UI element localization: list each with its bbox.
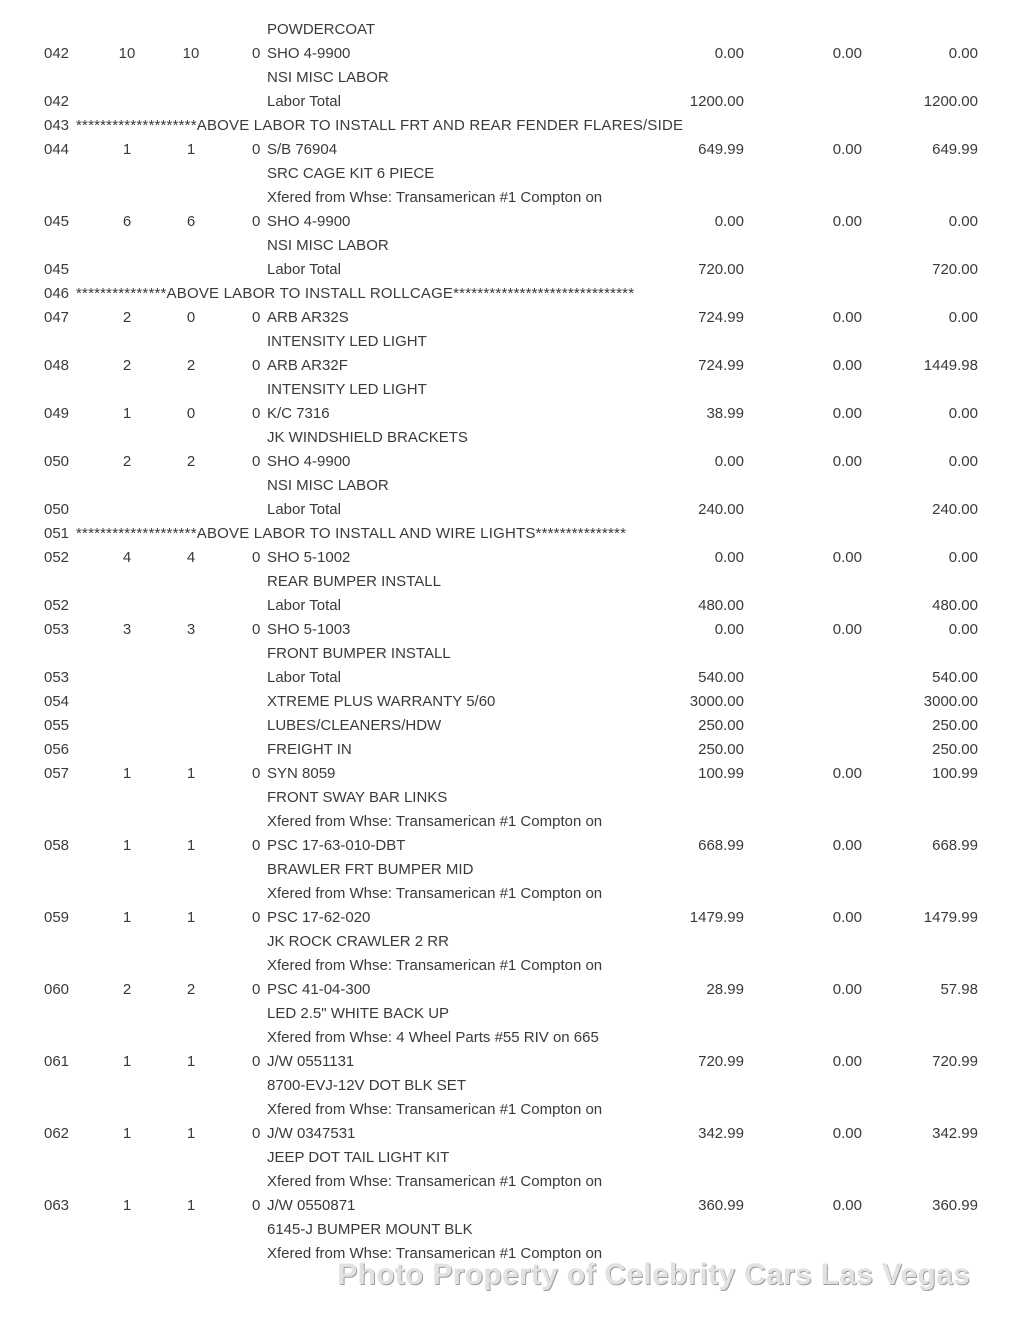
item-description: Xfered from Whse: Transamerican #1 Compton on xyxy=(267,885,603,902)
description-row xyxy=(0,954,1024,978)
item-description: JK ROCK CRAWLER 2 RR xyxy=(267,933,449,950)
line-number: 056 xyxy=(44,741,70,758)
total-row xyxy=(0,714,1024,738)
line-item-row xyxy=(0,210,1024,234)
qty-shipped: 2 xyxy=(186,357,196,374)
line-item-row xyxy=(0,906,1024,930)
line-item-row xyxy=(0,42,1024,66)
qty-shipped: 0 xyxy=(186,405,196,422)
part-number: ARB AR32F xyxy=(267,357,348,374)
qty-ordered: 1 xyxy=(122,765,132,782)
qty-backordered: 0 xyxy=(252,837,261,854)
description-row xyxy=(0,234,1024,258)
item-description: POWDERCOAT xyxy=(267,21,376,38)
extended-amount: 360.99 xyxy=(932,1197,978,1214)
qty-shipped: 1 xyxy=(186,909,196,926)
discount: 0.00 xyxy=(832,141,862,158)
qty-backordered: 0 xyxy=(252,549,261,566)
extended-amount: 720.00 xyxy=(932,261,978,278)
line-number: 045 xyxy=(44,213,70,230)
line-number: 055 xyxy=(44,717,70,734)
total-row xyxy=(0,90,1024,114)
qty-shipped: 2 xyxy=(186,981,196,998)
labor-note: ***************ABOVE LABOR TO INSTALL ROLLCAGE****************************** xyxy=(76,285,635,302)
qty-backordered: 0 xyxy=(252,213,261,230)
description-row xyxy=(0,1002,1024,1026)
description-row xyxy=(0,786,1024,810)
part-number: SHO 4-9900 xyxy=(267,213,351,230)
item-description: INTENSITY LED LIGHT xyxy=(267,333,427,350)
qty-ordered: 2 xyxy=(122,309,132,326)
qty-ordered: 1 xyxy=(122,141,132,158)
extended-amount: 0.00 xyxy=(948,309,978,326)
unit-price: 360.99 xyxy=(698,1197,744,1214)
line-item-row xyxy=(0,762,1024,786)
unit-price: 100.99 xyxy=(698,765,744,782)
qty-ordered: 1 xyxy=(122,1053,132,1070)
extended-amount: 720.99 xyxy=(932,1053,978,1070)
extended-amount: 649.99 xyxy=(932,141,978,158)
labor-note: ********************ABOVE LABOR TO INSTALL AND WIRE LIGHTS*************** xyxy=(76,525,627,542)
unit-price: 720.99 xyxy=(698,1053,744,1070)
qty-backordered: 0 xyxy=(252,1125,261,1142)
qty-backordered: 0 xyxy=(252,1053,261,1070)
discount: 0.00 xyxy=(832,309,862,326)
extended-amount: 250.00 xyxy=(932,741,978,758)
unit-price: 0.00 xyxy=(714,621,744,638)
qty-ordered: 10 xyxy=(118,45,136,62)
item-description: Xfered from Whse: Transamerican #1 Compton on xyxy=(267,1101,603,1118)
note-row xyxy=(0,522,1024,546)
line-item-row xyxy=(0,834,1024,858)
extended-amount: 1449.98 xyxy=(923,357,978,374)
unit-price: 250.00 xyxy=(698,741,744,758)
line-number: 042 xyxy=(44,45,70,62)
extended-amount: 342.99 xyxy=(932,1125,978,1142)
discount: 0.00 xyxy=(832,453,862,470)
extended-amount: 1479.99 xyxy=(923,909,978,926)
qty-ordered: 2 xyxy=(122,981,132,998)
item-description: Labor Total xyxy=(267,597,341,614)
item-description: INTENSITY LED LIGHT xyxy=(267,381,427,398)
item-description: FRONT SWAY BAR LINKS xyxy=(267,789,448,806)
description-row xyxy=(0,810,1024,834)
line-number: 047 xyxy=(44,309,70,326)
qty-shipped: 1 xyxy=(186,765,196,782)
description-row xyxy=(0,474,1024,498)
total-row xyxy=(0,498,1024,522)
line-item-row xyxy=(0,1050,1024,1074)
unit-price: 3000.00 xyxy=(689,693,744,710)
line-number: 062 xyxy=(44,1125,70,1142)
qty-ordered: 2 xyxy=(122,357,132,374)
line-item-row xyxy=(0,546,1024,570)
description-row xyxy=(0,186,1024,210)
item-description: Labor Total xyxy=(267,501,341,518)
description-row xyxy=(0,378,1024,402)
extended-amount: 480.00 xyxy=(932,597,978,614)
item-description: Xfered from Whse: Transamerican #1 Compton on xyxy=(267,1173,603,1190)
unit-price: 1200.00 xyxy=(689,93,744,110)
line-item-row xyxy=(0,1122,1024,1146)
watermark: Photo Property of Celebrity Cars Las Vegas xyxy=(337,1258,970,1291)
line-item-row xyxy=(0,354,1024,378)
description-row xyxy=(0,162,1024,186)
extended-amount: 0.00 xyxy=(948,213,978,230)
part-number: J/W 0550871 xyxy=(267,1197,356,1214)
line-number: 050 xyxy=(44,453,70,470)
note-row xyxy=(0,114,1024,138)
line-item-row xyxy=(0,978,1024,1002)
unit-price: 342.99 xyxy=(698,1125,744,1142)
item-description: Xfered from Whse: Transamerican #1 Compton on xyxy=(267,813,603,830)
item-description: LUBES/CLEANERS/HDW xyxy=(267,717,442,734)
line-number: 049 xyxy=(44,405,70,422)
total-row xyxy=(0,666,1024,690)
description-row xyxy=(0,642,1024,666)
extended-amount: 0.00 xyxy=(948,405,978,422)
discount: 0.00 xyxy=(832,45,862,62)
line-number: 053 xyxy=(44,669,70,686)
line-number: 061 xyxy=(44,1053,70,1070)
unit-price: 540.00 xyxy=(698,669,744,686)
qty-backordered: 0 xyxy=(252,981,261,998)
unit-price: 38.99 xyxy=(706,405,744,422)
item-description: Labor Total xyxy=(267,669,341,686)
line-number: 051 xyxy=(44,525,70,542)
line-number: 054 xyxy=(44,693,70,710)
unit-price: 480.00 xyxy=(698,597,744,614)
qty-backordered: 0 xyxy=(252,405,261,422)
item-description: REAR BUMPER INSTALL xyxy=(267,573,441,590)
extended-amount: 540.00 xyxy=(932,669,978,686)
qty-shipped: 3 xyxy=(186,621,196,638)
qty-shipped: 1 xyxy=(186,141,196,158)
total-row xyxy=(0,258,1024,282)
item-description: JK WINDSHIELD BRACKETS xyxy=(267,429,468,446)
unit-price: 0.00 xyxy=(714,213,744,230)
part-number: ARB AR32S xyxy=(267,309,349,326)
line-number: 053 xyxy=(44,621,70,638)
qty-ordered: 1 xyxy=(122,405,132,422)
qty-backordered: 0 xyxy=(252,1197,261,1214)
description-row xyxy=(0,1170,1024,1194)
unit-price: 720.00 xyxy=(698,261,744,278)
line-item-row xyxy=(0,618,1024,642)
line-number: 058 xyxy=(44,837,70,854)
total-row xyxy=(0,738,1024,762)
description-row xyxy=(0,1074,1024,1098)
description-row xyxy=(0,1098,1024,1122)
item-description: Labor Total xyxy=(267,93,341,110)
unit-price: 668.99 xyxy=(698,837,744,854)
unit-price: 0.00 xyxy=(714,45,744,62)
item-description: Xfered from Whse: Transamerican #1 Compton on xyxy=(267,957,603,974)
discount: 0.00 xyxy=(832,837,862,854)
labor-note: ********************ABOVE LABOR TO INSTALL FRT AND REAR FENDER FLARES/SIDE xyxy=(76,117,684,134)
description-row xyxy=(0,66,1024,90)
qty-ordered: 1 xyxy=(122,1197,132,1214)
qty-shipped: 4 xyxy=(186,549,196,566)
item-description: NSI MISC LABOR xyxy=(267,69,389,86)
qty-backordered: 0 xyxy=(252,621,261,638)
description-row xyxy=(0,330,1024,354)
line-number: 063 xyxy=(44,1197,70,1214)
description-row xyxy=(0,1218,1024,1242)
qty-ordered: 3 xyxy=(122,621,132,638)
line-number: 044 xyxy=(44,141,70,158)
invoice-line-items xyxy=(0,18,1024,1266)
extended-amount: 57.98 xyxy=(940,981,978,998)
extended-amount: 668.99 xyxy=(932,837,978,854)
qty-shipped: 0 xyxy=(186,309,196,326)
part-number: J/W 0551131 xyxy=(267,1053,355,1070)
part-number: PSC 17-63-010-DBT xyxy=(267,837,406,854)
line-number: 045 xyxy=(44,261,70,278)
qty-shipped: 2 xyxy=(186,453,196,470)
qty-backordered: 0 xyxy=(252,141,261,158)
description-row xyxy=(0,882,1024,906)
description-row xyxy=(0,930,1024,954)
extended-amount: 250.00 xyxy=(932,717,978,734)
qty-backordered: 0 xyxy=(252,357,261,374)
total-row xyxy=(0,594,1024,618)
part-number: PSC 17-62-020 xyxy=(267,909,371,926)
item-description: NSI MISC LABOR xyxy=(267,237,389,254)
part-number: K/C 7316 xyxy=(267,405,330,422)
qty-shipped: 1 xyxy=(186,837,196,854)
discount: 0.00 xyxy=(832,621,862,638)
discount: 0.00 xyxy=(832,1197,862,1214)
item-description: LED 2.5" WHITE BACK UP xyxy=(267,1005,450,1022)
qty-shipped: 10 xyxy=(182,45,200,62)
item-description: 6145-J BUMPER MOUNT BLK xyxy=(267,1221,473,1238)
description-row xyxy=(0,18,1024,42)
unit-price: 1479.99 xyxy=(689,909,744,926)
line-item-row xyxy=(0,138,1024,162)
part-number: PSC 41-04-300 xyxy=(267,981,371,998)
line-number: 060 xyxy=(44,981,70,998)
unit-price: 28.99 xyxy=(706,981,744,998)
line-number: 052 xyxy=(44,597,70,614)
part-number: S/B 76904 xyxy=(267,141,338,158)
unit-price: 649.99 xyxy=(698,141,744,158)
discount: 0.00 xyxy=(832,357,862,374)
description-row xyxy=(0,1146,1024,1170)
line-number: 042 xyxy=(44,93,70,110)
unit-price: 250.00 xyxy=(698,717,744,734)
qty-backordered: 0 xyxy=(252,309,261,326)
qty-ordered: 1 xyxy=(122,837,132,854)
item-description: XTREME PLUS WARRANTY 5/60 xyxy=(267,693,496,710)
line-number: 050 xyxy=(44,501,70,518)
part-number: SHO 5-1002 xyxy=(267,549,351,566)
part-number: SHO 5-1003 xyxy=(267,621,351,638)
qty-backordered: 0 xyxy=(252,45,261,62)
discount: 0.00 xyxy=(832,213,862,230)
line-item-row xyxy=(0,402,1024,426)
part-number: SYN 8059 xyxy=(267,765,336,782)
extended-amount: 0.00 xyxy=(948,45,978,62)
item-description: Xfered from Whse: 4 Wheel Parts #55 RIV on 665 xyxy=(267,1029,599,1046)
part-number: J/W 0347531 xyxy=(267,1125,356,1142)
description-row xyxy=(0,570,1024,594)
line-number: 057 xyxy=(44,765,70,782)
unit-price: 0.00 xyxy=(714,549,744,566)
unit-price: 724.99 xyxy=(698,357,744,374)
description-row xyxy=(0,426,1024,450)
extended-amount: 1200.00 xyxy=(923,93,978,110)
note-row xyxy=(0,282,1024,306)
discount: 0.00 xyxy=(832,909,862,926)
qty-ordered: 6 xyxy=(122,213,132,230)
description-row xyxy=(0,1026,1024,1050)
qty-ordered: 4 xyxy=(122,549,132,566)
item-description: FRONT BUMPER INSTALL xyxy=(267,645,451,662)
item-description: Xfered from Whse: Transamerican #1 Compton on xyxy=(267,189,603,206)
item-description: FREIGHT IN xyxy=(267,741,352,758)
discount: 0.00 xyxy=(832,1053,862,1070)
qty-backordered: 0 xyxy=(252,453,261,470)
extended-amount: 0.00 xyxy=(948,549,978,566)
total-row xyxy=(0,690,1024,714)
extended-amount: 240.00 xyxy=(932,501,978,518)
qty-backordered: 0 xyxy=(252,909,261,926)
line-number: 052 xyxy=(44,549,70,566)
item-description: NSI MISC LABOR xyxy=(267,477,389,494)
item-description: Xfered from Whse: Transamerican #1 Compton on xyxy=(267,1245,603,1262)
qty-ordered: 2 xyxy=(122,453,132,470)
qty-shipped: 6 xyxy=(186,213,196,230)
discount: 0.00 xyxy=(832,549,862,566)
qty-shipped: 1 xyxy=(186,1053,196,1070)
unit-price: 724.99 xyxy=(698,309,744,326)
line-number: 059 xyxy=(44,909,70,926)
discount: 0.00 xyxy=(832,765,862,782)
part-number: SHO 4-9900 xyxy=(267,453,351,470)
unit-price: 240.00 xyxy=(698,501,744,518)
qty-shipped: 1 xyxy=(186,1125,196,1142)
qty-ordered: 1 xyxy=(122,909,132,926)
extended-amount: 3000.00 xyxy=(923,693,978,710)
item-description: SRC CAGE KIT 6 PIECE xyxy=(267,165,435,182)
item-description: JEEP DOT TAIL LIGHT KIT xyxy=(267,1149,450,1166)
item-description: BRAWLER FRT BUMPER MID xyxy=(267,861,474,878)
line-number: 043 xyxy=(44,117,70,134)
line-number: 048 xyxy=(44,357,70,374)
qty-shipped: 1 xyxy=(186,1197,196,1214)
extended-amount: 0.00 xyxy=(948,621,978,638)
extended-amount: 0.00 xyxy=(948,453,978,470)
item-description: Labor Total xyxy=(267,261,341,278)
discount: 0.00 xyxy=(832,405,862,422)
description-row xyxy=(0,858,1024,882)
line-item-row xyxy=(0,450,1024,474)
qty-backordered: 0 xyxy=(252,765,261,782)
line-item-row xyxy=(0,1194,1024,1218)
discount: 0.00 xyxy=(832,1125,862,1142)
unit-price: 0.00 xyxy=(714,453,744,470)
extended-amount: 100.99 xyxy=(932,765,978,782)
discount: 0.00 xyxy=(832,981,862,998)
part-number: SHO 4-9900 xyxy=(267,45,351,62)
line-number: 046 xyxy=(44,285,70,302)
line-item-row xyxy=(0,306,1024,330)
qty-ordered: 1 xyxy=(122,1125,132,1142)
item-description: 8700-EVJ-12V DOT BLK SET xyxy=(267,1077,466,1094)
